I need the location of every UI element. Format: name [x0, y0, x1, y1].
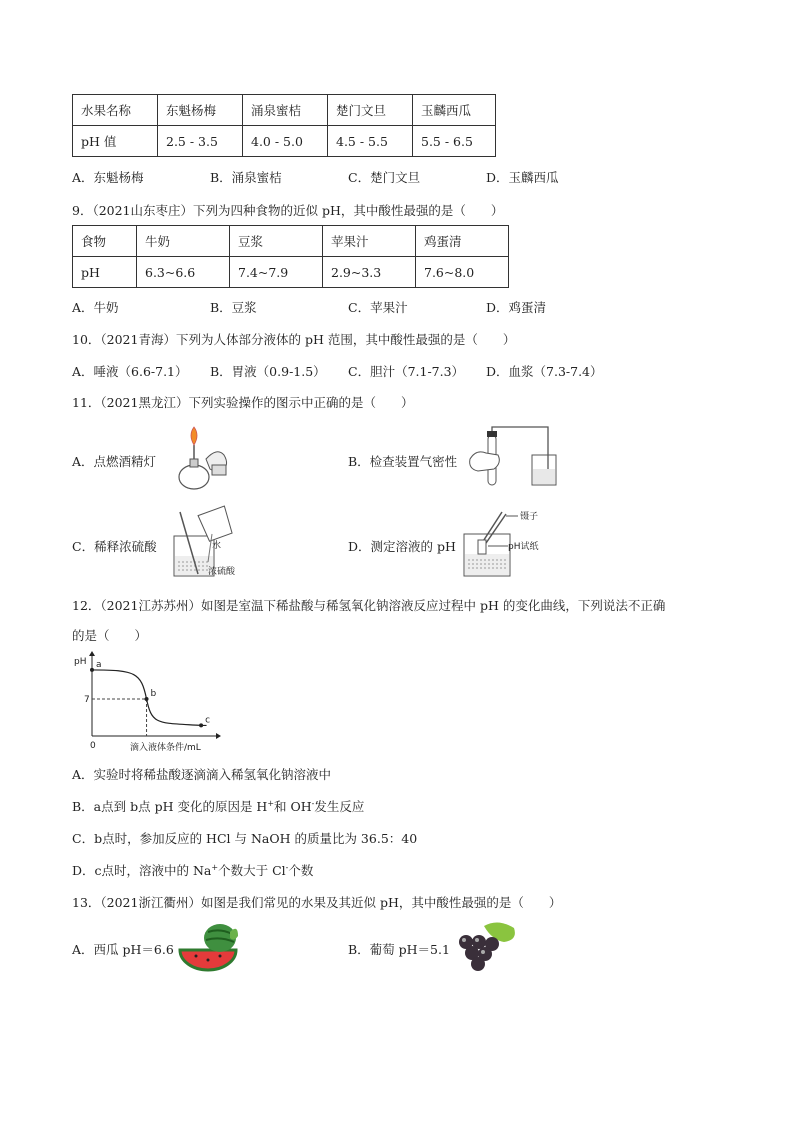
measure-ph-icon — [462, 508, 572, 580]
table-cell: 7.6~8.0 — [416, 257, 509, 288]
q10-option-c[interactable]: C．胆汁（7.1-7.3） — [348, 364, 465, 379]
table-cell: 涌泉蜜桔 — [243, 95, 328, 126]
q10-option-a[interactable]: A．唾液（6.6-7.1） — [72, 364, 188, 379]
q9-option-c[interactable]: C．苹果汁 — [348, 300, 408, 315]
table-cell: 6.3~6.6 — [137, 257, 230, 288]
ph-curve-chart — [72, 650, 222, 754]
q9-option-a[interactable]: A．牛奶 — [72, 300, 119, 315]
table-row — [73, 126, 496, 157]
option-text: B．a点到 b点 pH 变化的原因是 H — [72, 799, 268, 814]
table-cell: 5.5 - 6.5 — [413, 126, 496, 157]
q11-option-a[interactable]: A．点燃酒精灯 — [72, 454, 157, 469]
q11-stem: 11．（2021黑龙江）下列实验操作的图示中正确的是（ ） — [72, 395, 414, 410]
dilute-sulfuric-acid-icon — [172, 508, 252, 580]
table-cell: 豆浆 — [230, 226, 323, 257]
table-cell: 楚门文旦 — [328, 95, 413, 126]
table-row — [73, 226, 509, 257]
x-axis-label: 滴入液体条件/mL — [130, 743, 201, 753]
tweezers-label: 镊子 — [520, 512, 539, 522]
origin-label: 0 — [90, 741, 96, 751]
q10-option-d[interactable]: D．血浆（7.3-7.4） — [486, 364, 603, 379]
q8-option-c[interactable]: C．楚门文旦 — [348, 170, 421, 185]
point-label-c: c — [205, 715, 211, 726]
point-b — [145, 697, 149, 701]
q9-option-d[interactable]: D．鸡蛋清 — [486, 300, 547, 315]
y-axis-label: pH — [74, 657, 87, 667]
q12-stem-line1: 12．（2021江苏苏州）如图是室温下稀盐酸与稀氢氧化钠溶液反应过程中 pH 的变化曲线，下列说法不正确 — [72, 598, 666, 613]
point-label-a: a — [96, 659, 102, 670]
table-cell: 2.5 - 3.5 — [158, 126, 243, 157]
table-row — [73, 257, 509, 288]
superscript: + — [267, 798, 275, 808]
option-text: 个数大于 Cl — [218, 863, 286, 878]
superscript: - — [311, 798, 315, 808]
q8-option-d[interactable]: D．玉麟西瓜 — [486, 170, 559, 185]
table-cell: 东魁杨梅 — [158, 95, 243, 126]
q13-option-b[interactable]: B．葡萄 pH＝5.1 — [348, 942, 450, 957]
table-row — [73, 95, 496, 126]
y-axis-arrow — [89, 651, 95, 656]
table-cell: 食物 — [73, 226, 137, 257]
grapes-icon — [452, 920, 522, 972]
option-text: 和 OH — [274, 799, 312, 814]
q11-option-b[interactable]: B．检查装置气密性 — [348, 454, 458, 469]
ph-curve-line — [92, 670, 207, 726]
q13-option-a[interactable]: A．西瓜 pH＝6.6 — [72, 942, 174, 957]
ph-paper-label: pH试纸 — [508, 542, 539, 552]
airtightness-apparatus-icon — [466, 425, 556, 493]
q12-option-b[interactable] — [72, 797, 364, 815]
option-text: 个数 — [288, 863, 314, 878]
table-cell: 7.4~7.9 — [230, 257, 323, 288]
point-a — [90, 668, 94, 672]
table-cell: 玉麟西瓜 — [413, 95, 496, 126]
option-text: 发生反应 — [314, 799, 365, 814]
table-cell: 水果名称 — [73, 95, 158, 126]
superscript: - — [285, 862, 289, 872]
alcohol-lamp-icon — [172, 425, 242, 493]
superscript: + — [211, 862, 219, 872]
q12-option-c[interactable]: C．b点时，参加反应的 HCl 与 NaOH 的质量比为 36.5：40 — [72, 831, 418, 846]
table-cell: pH — [73, 257, 137, 288]
q13-stem: 13．（2021浙江衢州）如图是我们常见的水果及其近似 pH，其中酸性最强的是（ ） — [72, 895, 562, 910]
food-ph-table — [72, 225, 509, 288]
q8-option-b[interactable]: B．涌泉蜜桔 — [210, 170, 282, 185]
point-label-b: b — [150, 689, 157, 699]
watermelon-icon — [176, 922, 240, 970]
x-axis-arrow — [216, 733, 221, 739]
table-cell: 4.0 - 5.0 — [243, 126, 328, 157]
q10-option-b[interactable]: B．胃液（0.9-1.5） — [210, 364, 326, 379]
y-tick-label: 7 — [84, 695, 90, 705]
q12-option-a[interactable]: A．实验时将稀盐酸逐滴滴入稀氢氧化钠溶液中 — [72, 767, 332, 782]
q11-option-d[interactable]: D．测定溶液的 pH — [348, 539, 456, 554]
water-label: 水 — [212, 541, 222, 551]
q10-stem: 10．（2021青海）下列为人体部分液体的 pH 范围，其中酸性最强的是（ ） — [72, 332, 516, 347]
acid-label: 浓硫酸 — [208, 567, 236, 577]
fruit-ph-table — [72, 94, 496, 157]
q11-option-c[interactable]: C．稀释浓硫酸 — [72, 539, 157, 554]
q12-option-d[interactable] — [72, 861, 313, 879]
table-cell: 4.5 - 5.5 — [328, 126, 413, 157]
table-cell: 牛奶 — [137, 226, 230, 257]
q8-option-a[interactable]: A．东魁杨梅 — [72, 170, 144, 185]
q9-stem: 9．（2021山东枣庄）下列为四种食物的近似 pH，其中酸性最强的是（ ） — [72, 203, 504, 218]
table-cell: 苹果汁 — [323, 226, 416, 257]
option-text: D．c点时，溶液中的 Na — [72, 863, 212, 878]
table-cell: pH 值 — [73, 126, 158, 157]
q12-stem-line2: 的是（ ） — [72, 628, 148, 643]
table-cell: 2.9~3.3 — [323, 257, 416, 288]
point-c — [199, 723, 203, 727]
table-cell: 鸡蛋清 — [416, 226, 509, 257]
q9-option-b[interactable]: B．豆浆 — [210, 300, 257, 315]
